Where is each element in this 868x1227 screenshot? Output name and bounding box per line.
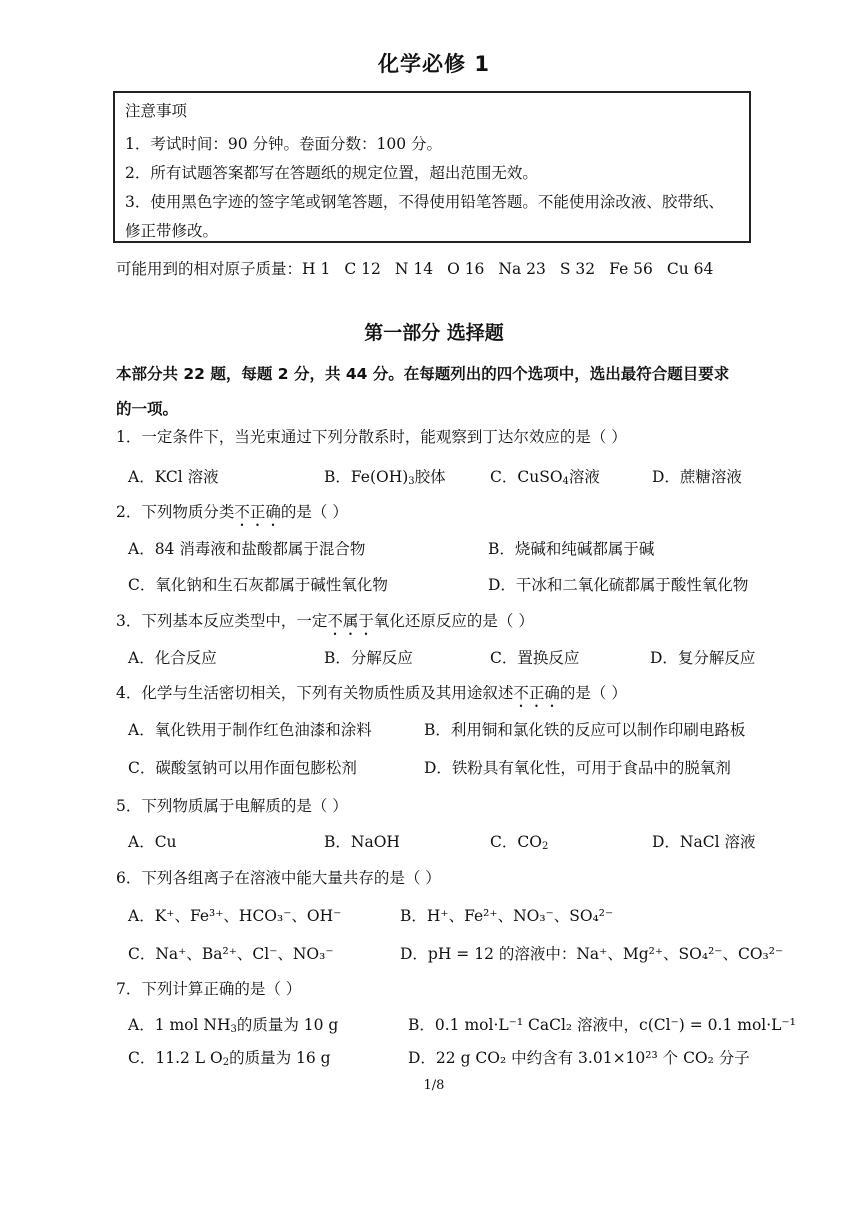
question-2-stem: 2．下列物质分类不正确的是（ ） <box>116 503 348 521</box>
element-mass: Cu 64 <box>666 260 714 278</box>
q5-option-b: B．NaOH <box>324 833 400 851</box>
question-5-stem: 5．下列物质属于电解质的是（ ） <box>116 797 348 815</box>
notice-item: 1．考试时间：90 分钟。卷面分数：100 分。 <box>125 135 443 153</box>
q3-option-a: A．化合反应 <box>128 649 217 667</box>
q4-option-b: B．利用铜和氯化铁的反应可以制作印刷电路板 <box>424 721 746 739</box>
q5-option-a: A．Cu <box>128 833 177 851</box>
q7-option-a: A．1 mol $NH_3$的质量为 10 g <box>128 1016 339 1035</box>
page-number: 1/8 <box>423 1078 445 1093</box>
q1-option-d: D．蔗糖溶液 <box>652 468 742 486</box>
notice-item: 修正带修改。 <box>125 222 219 240</box>
q5-option-c: C．$CO_2$ <box>490 833 549 852</box>
element-mass: O 16 <box>447 260 485 278</box>
element-mass: S 32 <box>559 260 596 278</box>
element-mass: C 12 <box>344 260 381 278</box>
notice-box <box>113 91 751 243</box>
question-6-stem: 6．下列各组离子在溶液中能大量共存的是（ ） <box>116 869 441 887</box>
q6-option-a: A．K⁺、Fe³⁺、HCO₃⁻、OH⁻ <box>128 907 342 925</box>
notice-heading: 注意事项 <box>125 102 188 120</box>
element-mass: Na 23 <box>498 260 546 278</box>
element-mass: H 1 <box>302 260 331 278</box>
page-title: 化学必修 1 <box>378 52 490 76</box>
q4-option-c: C．碳酸氢钠可以用作面包膨松剂 <box>128 759 357 777</box>
q1-option-b: B．$Fe(OH)_3$胶体 <box>324 468 446 487</box>
element-mass: Fe 56 <box>609 260 653 278</box>
q1-option-a: A．KCl 溶液 <box>128 468 219 486</box>
q6-option-c: C．Na⁺、Ba²⁺、Cl⁻、NO₃⁻ <box>128 945 334 963</box>
q2-option-b: B．烧碱和纯碱都属于碱 <box>488 540 655 558</box>
notice-item: 3．使用黑色字迹的签字笔或钢笔答题，不得使用铅笔答题。不能使用涂改液、胶带纸、 <box>125 193 724 211</box>
q7-option-d: D．22 g CO₂ 中约含有 3.01×10²³ 个 CO₂ 分子 <box>408 1049 750 1067</box>
q1-option-c: C．CuSO$_4$溶液 <box>490 468 600 487</box>
question-3-stem: 3．下列基本反应类型中，一定不属于氧化还原反应的是（ ） <box>116 612 534 630</box>
q6-option-b: B．H⁺、Fe²⁺、NO₃⁻、SO₄²⁻ <box>400 907 614 925</box>
atomic-mass-label: 可能用到的相对原子质量： <box>116 260 303 278</box>
q2-option-a: A．84 消毒液和盐酸都属于混合物 <box>128 540 366 558</box>
section-intro-cont: 的一项。 <box>116 400 179 418</box>
question-1-stem: 1．一定条件下，当光束通过下列分散系时，能观察到丁达尔效应的是（ ） <box>116 428 627 446</box>
section-title: 第一部分 选择题 <box>364 322 504 344</box>
q7-option-b: B．0.1 mol·L⁻¹ CaCl₂ 溶液中，c(Cl⁻) = 0.1 mol·L⁻¹ <box>408 1016 796 1034</box>
q4-option-d: D．铁粉具有氧化性，可用于食品中的脱氧剂 <box>424 759 731 777</box>
section-intro: 本部分共 22 题，每题 2 分，共 44 分。在每题列出的四个选项中，选出最符合题目要求 <box>116 365 730 383</box>
q6-option-d: D．pH = 12 的溶液中：Na⁺、Mg²⁺、SO₄²⁻、CO₃²⁻ <box>400 945 784 963</box>
question-4-stem: 4．化学与生活密切相关，下列有关物质性质及其用途叙述不正确的是（ ） <box>116 684 627 702</box>
q2-option-d: D．干冰和二氧化硫都属于酸性氧化物 <box>488 576 749 594</box>
q7-option-c: C．11.2 L $O_2$的质量为 16 g <box>128 1049 331 1068</box>
q4-option-a: A．氧化铁用于制作红色油漆和涂料 <box>128 721 372 739</box>
q5-option-d: D．NaCl 溶液 <box>652 833 756 851</box>
q2-option-c: C．氧化钠和生石灰都属于碱性氧化物 <box>128 576 388 594</box>
notice-item: 2．所有试题答案都写在答题纸的规定位置，超出范围无效。 <box>125 164 538 182</box>
atomic-mass-line <box>116 257 713 279</box>
q3-option-c: C．置换反应 <box>490 649 580 667</box>
element-mass: N 14 <box>394 260 434 278</box>
question-7-stem: 7．下列计算正确的是（ ） <box>116 980 302 998</box>
q3-option-b: B．分解反应 <box>324 649 413 667</box>
q3-option-d: D．复分解反应 <box>650 649 756 667</box>
